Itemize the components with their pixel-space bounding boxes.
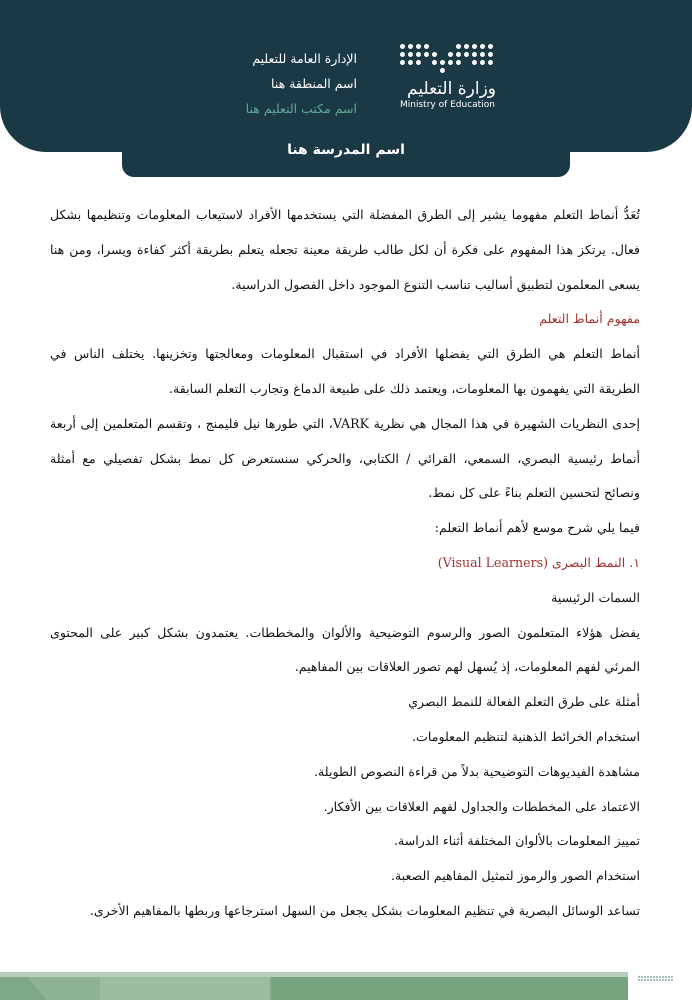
logo-english: Ministry of Education [400, 100, 495, 110]
school-name: اسم المدرسة هنا [287, 142, 405, 158]
region: اسم المنطقة هنا [271, 76, 357, 91]
example-item: مشاهدة الفيديوهات التوضيحية بدلاً من قراءة النصوص الطويلة. [314, 763, 640, 779]
department: الإدارة العامة للتعليم [252, 51, 357, 66]
traits-heading: السمات الرئيسية [551, 589, 640, 605]
visual-heading: ١. النمط البصرى (Visual Learners) [437, 554, 640, 570]
ministry-logo [400, 44, 500, 118]
traits-line: المرئي لفهم المعلومات، إذ يُسهل لهم تصور العلاقات بين المفاهيم. [294, 659, 640, 675]
list-intro: فيما يلي شرح موسع لأهم أنماط التعلم: [434, 520, 640, 536]
vark-line: إحدى النظريات الشهيرة في هذا المجال هي نظرية VARK، التي طورها نيل فليمنج ، وتقسم المتعلمين إلى أربعة [50, 415, 640, 431]
example-item: الاعتماد على المخططات والجداول لفهم العلاقات بين الأفكار. [323, 798, 640, 814]
concept-line: أنماط التعلم هي الطرق التي يفضلها الأفراد في استقبال المعلومات ومعالجتها وتخزينها. يختلف الناس في [50, 346, 640, 362]
intro-line: فعال. يرتكز هذا المفهوم على فكرة أن لكل طالب طريقة معينة تجعله يتعلم بطريقة أكثر كفاءة ويسرا، ومن هنا [50, 241, 640, 257]
vark-line: ونصائح لتحسين التعلم بناءً على كل نمط. [428, 485, 640, 501]
example-item: تمييز المعلومات بالألوان المختلفة أثناء الدراسة. [393, 833, 640, 849]
vark-line: أنماط رئيسية البصري، السمعي، القرائي / الكتابي، والحركي سنستعرض كل نمط بشكل تفصيلي مع أمثلة [50, 450, 640, 466]
office: اسم مكتب التعليم هنا [245, 101, 357, 116]
header-info [246, 46, 357, 121]
footer-band [0, 972, 628, 1000]
traits-line: يفضل هؤلاء المتعلمون الصور والرسوم التوضيحية والألوان والمخططات. يعتمدون بشكل كبير على المحتوى [50, 624, 640, 640]
concept-line: الطريقة التي يفهمون بها المعلومات، ويعتمد ذلك على طبيعة الدماغ وتجارب التعلم السابقة. [168, 380, 640, 396]
example-item: استخدام الخرائط الذهنية لتنظيم المعلومات. [412, 728, 640, 744]
examples-heading: أمثلة على طرق التعلم الفعالة للنمط البصري [408, 694, 640, 710]
example-item: استخدام الصور والرموز لتمثيل المفاهيم الصعبة. [390, 868, 640, 884]
concept-heading: مفهوم أنماط التعلم [539, 311, 640, 327]
example-item: تساعد الوسائل البصرية في تنظيم المعلومات بشكل يجعل من السهل استرجاعها وربطها بالمفاهيم الأخرى. [89, 902, 640, 918]
logo-dots-icon [400, 44, 500, 73]
document-body [50, 203, 640, 934]
intro-line: تُعَدُّ أنماط التعلم مفهوما يشير إلى الطرق المفضلة التي يستخدمها الأفراد لاستيعاب المعلومات وتنظيمها بشكل [50, 207, 640, 222]
footer-logo-icon [638, 976, 684, 998]
intro-line: يسعى المعلمون لتطبيق أساليب تناسب التنوع الموجود داخل الفصول الدراسية. [231, 276, 640, 292]
logo-arabic: وزارة التعليم [407, 79, 496, 99]
